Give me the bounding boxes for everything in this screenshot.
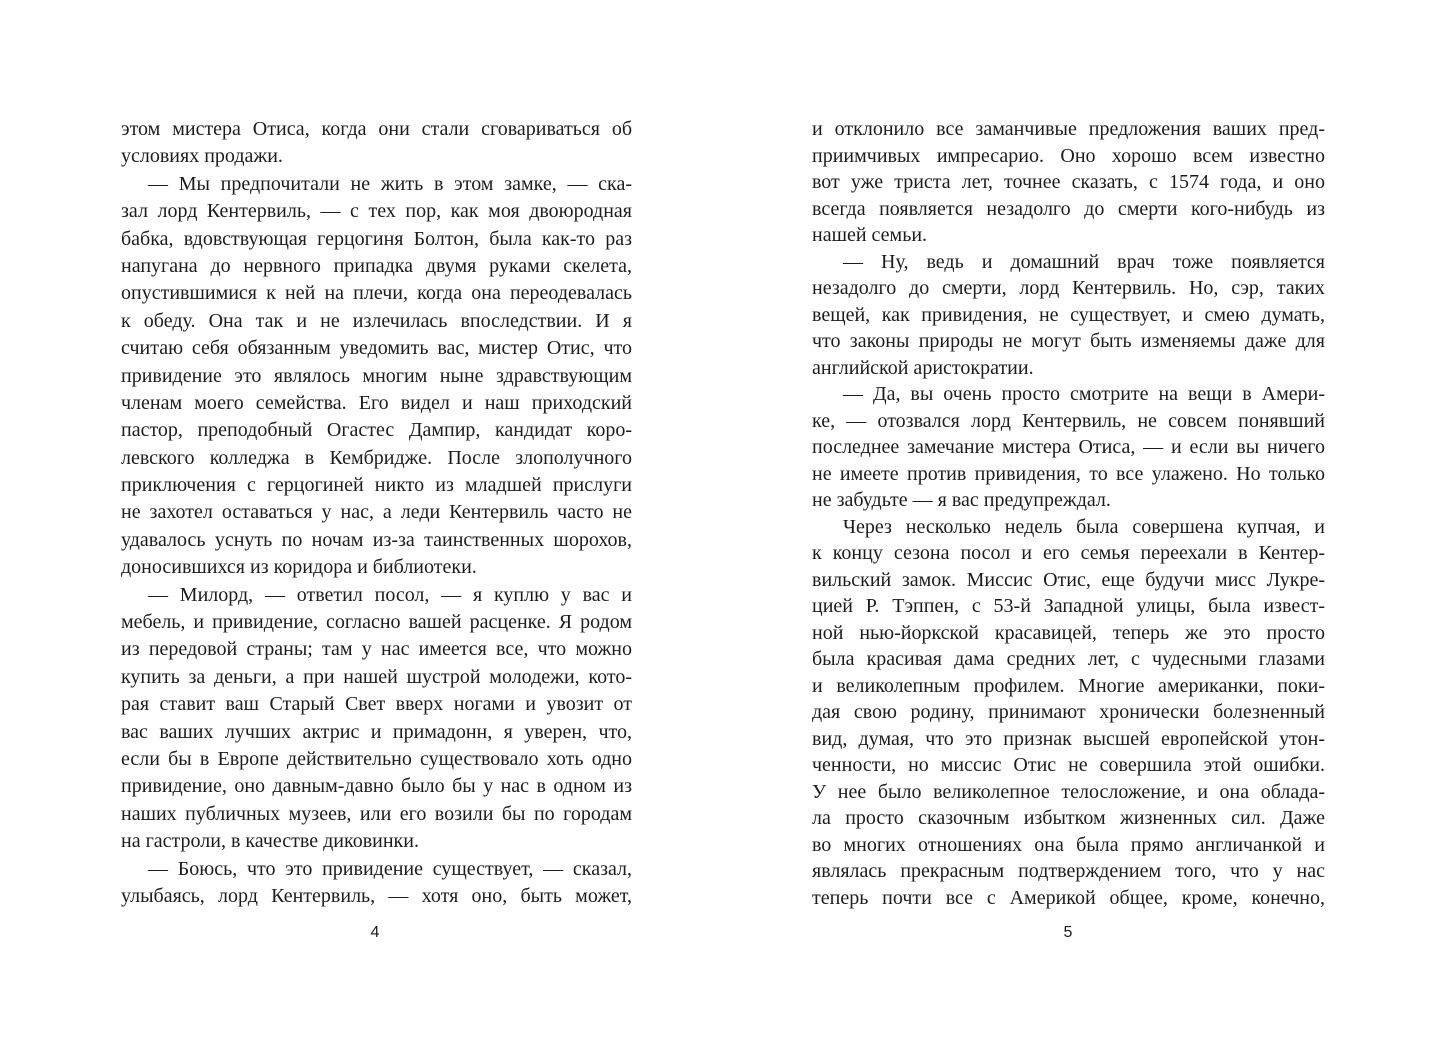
text-line: ченности, но миссис Отис не совершила этой ошибки. <box>812 754 1325 776</box>
text-line: — Да, вы очень просто смотрите на вещи в Амери- <box>843 383 1325 405</box>
text-line: дая свою родину, принимают хронически болезненный <box>812 701 1325 723</box>
text-line: — Боюсь, что это привидение существует, — сказал, <box>148 857 632 880</box>
text-line: приключения с герцогиней никто из младшей прислуги <box>121 474 632 497</box>
text-line: приимчивых импресарио. Оно хорошо всем известно <box>812 144 1325 167</box>
text-line: английской аристократии. <box>812 356 1034 379</box>
text-line: опустившимися к ней на плечи, когда она переодевалась <box>121 282 632 305</box>
page-number-left: 4 <box>370 924 380 941</box>
text-line: купить за деньги, а при нашей шустрой молодежи, кото- <box>121 665 632 688</box>
text-line: что законы природы не могут быть изменяемы даже для <box>812 330 1325 352</box>
text-line: незадолго до смерти, лорд Кентервиль. Но, сэр, таких <box>812 277 1325 299</box>
text-line: доносившихся из коридора и библиотеки. <box>121 556 477 579</box>
text-line: всегда появляется незадолго до смерти кого-нибудь из <box>812 197 1325 220</box>
text-line: — Ну, ведь и домашний врач тоже появляется <box>843 250 1325 273</box>
text-line: являлась прекрасным подтверждением того, что у нас <box>812 860 1325 882</box>
right-page-body <box>812 116 1325 911</box>
text-line: пастор, преподобный Огастес Дампир, кандидат коро- <box>121 419 632 442</box>
text-line: вильский замок. Миссис Отис, еще будучи мисс Лукре- <box>812 568 1325 591</box>
text-line: Через несколько недель была совершена купчая, и <box>843 515 1325 538</box>
text-line: не забудьте — я вас предупреждал. <box>812 489 1111 511</box>
text-line: и великолепным профилем. Многие американки, поки- <box>812 674 1325 697</box>
text-line: наших публичных музеев, или его возили бы по городам <box>121 802 632 825</box>
text-line: не захотел оставаться у нас, а леди Кентервиль часто не <box>121 501 632 524</box>
text-line: удавалось уснуть по ночам из-за таинственных шорохов, <box>121 528 632 551</box>
text-line: теперь почти все с Америкой общее, кроме, конечно, <box>812 886 1325 909</box>
text-line: была красивая дама средних лет, с чудесными глазами <box>812 648 1325 670</box>
text-line: на гастроли, в качестве диковинки. <box>121 830 419 853</box>
text-line: улыбаясь, лорд Кентервиль, — хотя оно, быть может, <box>121 884 632 907</box>
text-line: — Милорд, — ответил посол, — я куплю у вас и <box>148 583 632 606</box>
text-line: ла просто сказочным избытком жизненных сил. Даже <box>812 807 1325 829</box>
text-line: цией Р. Тэппен, с 53-й Западной улицы, была извест- <box>812 595 1325 617</box>
text-line: из передовой страны; там у нас имеется все, что можно <box>121 638 632 661</box>
text-line: вид, думая, что это признак высшей европейской утон- <box>812 727 1325 750</box>
page-number-right: 5 <box>1063 924 1073 941</box>
text-line: нашей семьи. <box>812 224 928 246</box>
text-line: считаю себя обязанным уведомить вас, мистер Отис, что <box>121 337 632 360</box>
left-page-body <box>121 116 632 910</box>
text-line: ке, — отозвался лорд Кентервиль, не совсем понявший <box>812 409 1325 432</box>
text-line: бабка, вдовствующая герцогиня Болтон, была как-то раз <box>121 227 632 250</box>
text-line: привидение это являлось многим ныне здравствующим <box>121 364 632 387</box>
text-line: — Мы предпочитали не жить в этом замке, — ска- <box>148 172 632 195</box>
text-line: вот уже триста лет, точнее сказать, с 1574 года, и оно <box>812 171 1325 193</box>
text-line: к обеду. Она так и не излечилась впоследствии. И я <box>121 309 632 332</box>
text-line: условиях продажи. <box>121 145 283 168</box>
text-line: зал лорд Кентервиль, — с тех пор, как моя двоюродная <box>121 200 632 223</box>
text-line: ной нью-йоркской красавицей, теперь же это просто <box>812 621 1325 644</box>
text-line: этом мистера Отиса, когда они стали сговариваться об <box>121 118 632 140</box>
text-line: не имеете против привидения, то все улажено. Но только <box>812 462 1325 485</box>
text-line: во многих отношениях она была прямо англичанкой и <box>812 833 1325 856</box>
text-line: если бы в Европе действительно существовало хоть одно <box>121 747 632 770</box>
text-line: рая ставит ваш Старый Свет вверх ногами и увозит от <box>121 693 632 716</box>
text-line: членам моего семейства. Его видел и наш приходский <box>121 391 632 414</box>
text-line: вас ваших лучших актрис и примадонн, я уверен, что, <box>121 720 632 743</box>
text-line: левского колледжа в Кембридже. После злополучного <box>121 446 632 469</box>
text-line: У нее было великолепное телосложение, и она облада- <box>812 780 1325 803</box>
text-line: вещей, как привидения, не существует, и смею думать, <box>812 303 1325 326</box>
text-line: к концу сезона посол и его семья переехали в Кентер- <box>812 542 1325 564</box>
text-line: привидение, оно давным-давно было бы у нас в одном из <box>121 775 632 798</box>
text-line: последнее замечание мистера Отиса, — и если вы ничего <box>812 436 1325 458</box>
text-line: напугана до нервного припадка двумя руками скелета, <box>121 254 632 277</box>
text-line: и отклонило все заманчивые предложения ваших пред- <box>812 118 1325 140</box>
text-line: мебель, и привидение, согласно вашей расценке. Я родом <box>121 611 632 634</box>
